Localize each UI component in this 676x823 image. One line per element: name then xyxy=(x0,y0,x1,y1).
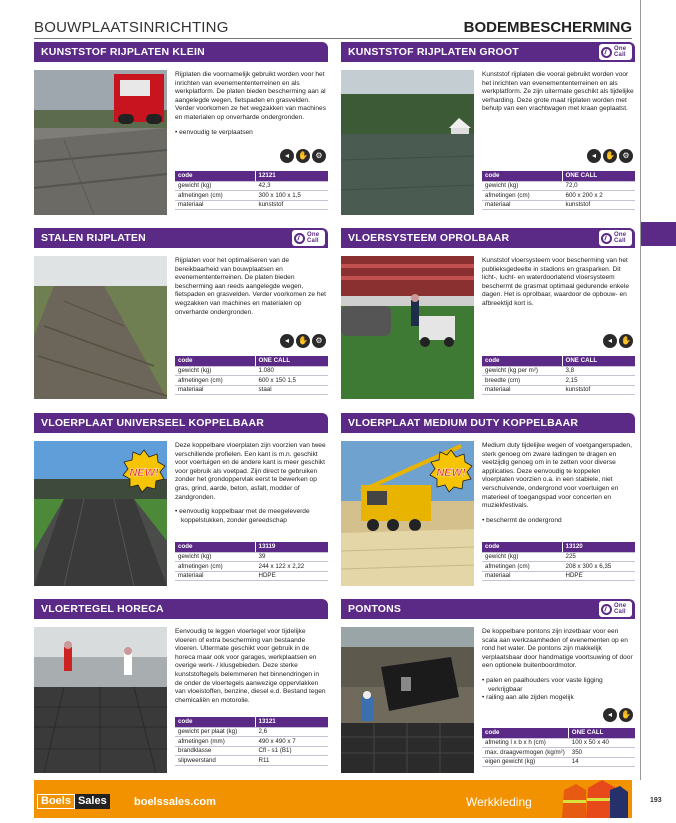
table-cell: 225 xyxy=(562,552,635,562)
table-row xyxy=(482,200,635,210)
table-cell: Cfl - s1 (B1) xyxy=(255,746,328,756)
table-cell: 12121 xyxy=(255,171,328,181)
gear-icon: ⚙ xyxy=(312,149,326,163)
bullet-text: palen en paalhouders voor vaste ligging verkrijgbaar xyxy=(486,676,603,693)
category-label: Werkkleding xyxy=(466,795,532,809)
website-link[interactable]: boelssales.com xyxy=(134,796,216,808)
spec-table xyxy=(175,171,328,210)
description-text: Kunststof rijplaten die vooral gebruikt worden voor het inrichten van evenemententerreinen en als werkplatform. Ze zijn uitermate geschikt als tijdelijke verharding. Deze grote maat rijplaten worden met behulp van een vrachtwagen met kraan geplaatst. xyxy=(482,71,634,113)
usage-icons xyxy=(587,149,633,163)
header-right: BODEMBESCHERMING xyxy=(463,19,632,36)
table-cell: gewicht (kg per m²) xyxy=(482,366,562,376)
table-row xyxy=(175,376,328,386)
table-cell: code xyxy=(482,542,562,552)
product-card-stalen-rijplaten xyxy=(34,228,328,403)
one-call-line1: One xyxy=(614,232,627,238)
table-row xyxy=(482,385,635,395)
card-description xyxy=(175,257,327,317)
transport-icon: ◂ xyxy=(280,149,294,163)
table-cell: 13120 xyxy=(562,542,635,552)
table-cell: afmetingen (cm) xyxy=(482,562,562,572)
product-photo xyxy=(34,70,167,215)
table-cell: afmetingen (cm) xyxy=(175,376,255,386)
page-edge-divider xyxy=(640,0,641,780)
new-badge xyxy=(122,449,166,493)
page-number: 193 xyxy=(650,797,662,804)
card-title xyxy=(34,228,328,248)
table-cell: ONE CALL xyxy=(562,171,635,181)
product-photo xyxy=(341,627,474,773)
product-photo xyxy=(34,627,167,773)
spec-table xyxy=(175,717,328,766)
new-badge-label: NEW! xyxy=(436,467,466,479)
card-description xyxy=(482,628,634,703)
card-title xyxy=(341,42,635,62)
bullet-item: • eenvoudig koppelbaar met de meegeleverde koppelstukken, zonder gereedschap xyxy=(175,508,310,524)
card-title xyxy=(341,228,635,248)
table-cell: code xyxy=(482,171,562,181)
table-cell: gewicht (kg) xyxy=(482,552,562,562)
phone-icon xyxy=(601,47,612,58)
table-header-row xyxy=(482,542,635,552)
one-call-label xyxy=(307,232,319,244)
usage-icons xyxy=(603,708,633,722)
table-row xyxy=(482,181,635,191)
table-cell: 13119 xyxy=(255,542,328,552)
spec-table xyxy=(482,356,635,395)
card-title: VLOERTEGEL HORECA xyxy=(34,599,328,619)
table-cell: R11 xyxy=(255,756,328,766)
bullet-item: • railing aan alle zijden mogelijk xyxy=(482,694,574,702)
one-call-label xyxy=(614,603,626,615)
table-row xyxy=(482,571,635,581)
table-cell: materiaal xyxy=(175,571,255,581)
transport-icon: ◂ xyxy=(280,334,294,348)
card-title-text: KUNSTSTOF RIJPLATEN GROOT xyxy=(348,46,519,58)
bullet-text: beschermt de ondergrond xyxy=(486,516,562,524)
one-call-line2: Call xyxy=(614,52,626,58)
one-call-line2: Call xyxy=(614,609,626,615)
bullet-text: railing aan alle zijden mogelijk xyxy=(486,694,574,702)
table-row xyxy=(482,748,635,758)
one-call-label xyxy=(614,46,626,58)
table-header-row xyxy=(175,356,328,366)
table-cell: 13121 xyxy=(255,717,328,727)
description-text: Rijplaten die voornamelijk gebruikt worden voor het inrichten van evenemententerreinen en als werkplatform. De platen bieden bescherming aan al aangelegde wegen, fietspaden en grasvelden. Verder voorkomen ze het wegzakken van machines en materialen op onverharde ondergronden. xyxy=(175,71,327,121)
table-header-row xyxy=(175,171,328,181)
bullet-list xyxy=(175,508,327,525)
header-divider xyxy=(34,38,632,39)
table-cell: gewicht (kg) xyxy=(175,552,255,562)
section-tab xyxy=(641,222,676,246)
table-cell: HDPE xyxy=(255,571,328,581)
table-row xyxy=(482,366,635,376)
card-description xyxy=(175,628,327,705)
table-row xyxy=(175,562,328,572)
card-title-text: PONTONS xyxy=(348,603,402,615)
description-text: Eenvoudig te leggen vloertegel voor tijdelijke vloeren of extra bescherming van bestaande vloeren. Ultermate geschikt voor gebruik in de horeca maar ook voor garages, werkplaatsen en overige werk- / klusgebieden. Deze sterke kunststoftegels belemmeren het binnendringen in de onder de vloertegels aanwezige oppervlakken van vloeistoffen, benzine, diesel e.d. Bestand tegen chemicaliën en motorolie. xyxy=(175,628,326,704)
table-row xyxy=(175,191,328,201)
table-cell: 42,3 xyxy=(255,181,328,191)
hand-icon: ✋ xyxy=(603,149,617,163)
table-row xyxy=(482,738,635,748)
boels-sales-logo[interactable] xyxy=(37,794,110,809)
logo-sales: Sales xyxy=(75,794,110,809)
table-row xyxy=(482,562,635,572)
table-row xyxy=(175,181,328,191)
table-cell: afmeting l x b x h (cm) xyxy=(482,738,568,748)
spec-table xyxy=(482,171,635,210)
product-card-kunststof-rijplaten-klein xyxy=(34,42,328,218)
hand-icon: ✋ xyxy=(619,708,633,722)
bullet-list xyxy=(175,129,327,138)
usage-icons xyxy=(603,334,633,348)
workwear-jacket-illustration xyxy=(554,780,629,818)
transport-icon: ◂ xyxy=(603,334,617,348)
new-badge xyxy=(429,449,473,493)
card-title: VLOERPLAAT UNIVERSEEL KOPPELBAAR xyxy=(34,413,328,433)
one-call-badge xyxy=(599,601,632,617)
transport-icon: ◂ xyxy=(603,708,617,722)
one-call-badge xyxy=(292,230,325,246)
footer-banner xyxy=(34,780,632,818)
phone-icon xyxy=(601,233,612,244)
product-card-vloerplaat-medium-duty-koppelbaar xyxy=(341,413,635,589)
card-description xyxy=(175,71,327,137)
bullet-list xyxy=(482,677,634,703)
one-call-line1: One xyxy=(614,603,627,609)
hand-icon: ✋ xyxy=(296,334,310,348)
table-cell: ONE CALL xyxy=(568,728,635,738)
table-row xyxy=(482,757,635,767)
card-title-text: VLOERSYSTEEM OPROLBAAR xyxy=(348,232,510,244)
table-cell: 300 x 100 x 1,5 xyxy=(255,191,328,201)
description-text: Kunststof vloersysteem voor bescherming van het publieksgedeelte in stadions en grasparken. Dit licht-, lucht- en waterdoorlatend vloersysteem beschermt de grasmat optimaal gedurende enkele dagen. Het is oprolbaar, waardoor de opbouw- en afbreektijd kort is. xyxy=(482,257,629,307)
hand-icon: ✋ xyxy=(296,149,310,163)
phone-icon xyxy=(601,604,612,615)
one-call-label xyxy=(614,232,626,244)
table-header-row xyxy=(482,728,635,738)
gear-icon: ⚙ xyxy=(619,149,633,163)
table-cell: HDPE xyxy=(562,571,635,581)
table-cell: 600 x 200 x 2 xyxy=(562,191,635,201)
card-description xyxy=(482,71,634,114)
table-cell: 490 x 490 x 7 xyxy=(255,737,328,747)
table-cell: kunststof xyxy=(255,200,328,210)
table-cell: gewicht (kg) xyxy=(175,366,255,376)
one-call-badge xyxy=(599,230,632,246)
table-row xyxy=(482,376,635,386)
card-title-text: STALEN RIJPLATEN xyxy=(41,232,146,244)
description-text: Rijplaten voor het optimaliseren van de bereikbaarheid van bouwplaatsen en evenemententerreinen. De platen bieden bescherming aan reeds aangelegde wegen, fietspaden en grasvelden. Verder voorkomen ze het wegzakken van machines en materialen op onverharde ondergronden. xyxy=(175,257,327,316)
table-cell: 1.080 xyxy=(255,366,328,376)
table-cell: breedte (cm) xyxy=(482,376,562,386)
table-cell: code xyxy=(175,542,255,552)
usage-icons xyxy=(280,334,326,348)
table-row xyxy=(175,552,328,562)
table-cell: ONE CALL xyxy=(562,356,635,366)
table-cell: materiaal xyxy=(482,385,562,395)
table-cell: materiaal xyxy=(175,385,255,395)
table-cell: gewicht per plaat (kg) xyxy=(175,727,255,737)
spec-table xyxy=(175,542,328,581)
table-row xyxy=(175,385,328,395)
table-cell: 3,8 xyxy=(562,366,635,376)
one-call-line1: One xyxy=(307,232,320,238)
table-cell: code xyxy=(482,728,568,738)
table-cell: gewicht (kg) xyxy=(482,181,562,191)
table-cell: materiaal xyxy=(175,200,255,210)
card-title: VLOERPLAAT MEDIUM DUTY KOPPELBAAR xyxy=(341,413,635,433)
product-photo xyxy=(34,256,167,399)
bullet-list xyxy=(482,517,634,526)
table-cell: afmetingen (cm) xyxy=(482,191,562,201)
description-text: Deze koppelbare vloerplaten zijn voorzien van twee verschillende profielen. Een kant is m.n. geschikt voor voertuigen en de andere kant is meer geschikt voor gebruik als voetpad. Zijn direct te gebruiken zonder het grondoppervlak eerst te bewerken op gras, grind, aarde, beton, asfalt, modder of zandgronden. xyxy=(175,442,326,501)
table-cell: 600 x 150 1,5 xyxy=(255,376,328,386)
table-row xyxy=(175,756,328,766)
table-cell: staal xyxy=(255,385,328,395)
table-cell: 72,0 xyxy=(562,181,635,191)
bullet-item: • eenvoudig te verplaatsen xyxy=(175,128,253,136)
hand-icon: ✋ xyxy=(619,334,633,348)
table-row xyxy=(482,191,635,201)
card-description xyxy=(175,442,327,525)
one-call-badge xyxy=(599,44,632,60)
one-call-line2: Call xyxy=(307,238,319,244)
usage-icons xyxy=(280,149,326,163)
table-cell: 350 xyxy=(568,748,635,758)
bullet-text: eenvoudig koppelbaar met de meegeleverde koppelstukken, zonder gereedschap xyxy=(179,508,310,524)
table-row xyxy=(175,727,328,737)
spec-table xyxy=(482,542,635,581)
phone-icon xyxy=(294,233,305,244)
table-cell: 244 x 122 x 2,22 xyxy=(255,562,328,572)
one-call-line2: Call xyxy=(614,238,626,244)
table-row xyxy=(175,737,328,747)
transport-icon: ◂ xyxy=(587,149,601,163)
table-row xyxy=(175,746,328,756)
spec-table xyxy=(482,728,635,767)
table-cell: materiaal xyxy=(482,200,562,210)
product-card-vloerplaat-universeel-koppelbaar xyxy=(34,413,328,589)
new-badge-label: NEW! xyxy=(129,467,159,479)
spec-table xyxy=(175,356,328,395)
table-cell: ONE CALL xyxy=(255,356,328,366)
table-cell: code xyxy=(175,717,255,727)
product-photo xyxy=(341,256,474,399)
table-cell: kunststof xyxy=(562,200,635,210)
table-row xyxy=(482,552,635,562)
table-cell: slipweerstand xyxy=(175,756,255,766)
table-cell: afmetingen (mm) xyxy=(175,737,255,747)
table-cell: code xyxy=(482,356,562,366)
table-row xyxy=(175,571,328,581)
table-cell: max. draagvermogen (kg/m²) xyxy=(482,748,568,758)
table-cell: kunststof xyxy=(562,385,635,395)
card-description xyxy=(482,442,634,525)
product-card-vloertegel-horeca xyxy=(34,599,328,775)
table-cell: afmetingen (cm) xyxy=(175,191,255,201)
table-cell: afmetingen (cm) xyxy=(175,562,255,572)
table-cell: materiaal xyxy=(482,571,562,581)
bullet-item: • beschermt de ondergrond xyxy=(482,516,562,524)
card-title: KUNSTSTOF RIJPLATEN KLEIN xyxy=(34,42,328,62)
table-header-row xyxy=(482,171,635,181)
table-cell: brandklasse xyxy=(175,746,255,756)
table-cell: code xyxy=(175,356,255,366)
gear-icon: ⚙ xyxy=(312,334,326,348)
table-header-row xyxy=(175,717,328,727)
table-cell: gewicht (kg) xyxy=(175,181,255,191)
table-cell: 208 x 300 x 6,35 xyxy=(562,562,635,572)
card-title xyxy=(341,599,635,619)
product-card-kunststof-rijplaten-groot xyxy=(341,42,635,218)
table-cell: 2,15 xyxy=(562,376,635,386)
table-cell: 2,6 xyxy=(255,727,328,737)
table-cell: eigen gewicht (kg) xyxy=(482,757,568,767)
product-photo xyxy=(341,70,474,215)
description-text: De koppelbare pontons zijn inzetbaar voor een scala aan werkzaamheden of evenementen op en rond het water. De pontons zijn makkelijk verplaatsbaar door handmatige voortsuwing of door een optionele buitenboordmotor. xyxy=(482,628,633,670)
product-card-pontons xyxy=(341,599,635,775)
table-cell: 39 xyxy=(255,552,328,562)
table-row xyxy=(175,200,328,210)
bullet-text: eenvoudig te verplaatsen xyxy=(179,128,253,136)
logo-boels: Boels xyxy=(37,794,75,809)
product-card-vloersysteem-oprolbaar xyxy=(341,228,635,403)
table-cell: 14 xyxy=(568,757,635,767)
table-header-row xyxy=(482,356,635,366)
table-cell: code xyxy=(175,171,255,181)
bullet-item: • palen en paalhouders voor vaste ligging verkrijgbaar xyxy=(482,676,603,693)
header-left: BOUWPLAATSINRICHTING xyxy=(34,19,229,36)
description-text: Medium duty tijdelijke wegen of voetgangerspaden, sterk genoeg om zware ladingen te dragen en veelzijdig genoeg om in te zetten voor diverse applicaties. Deze eenvoudig te koppelen vloerplaten voorzien o.a. in een stabiele, niet verschuivende, ondergrond voor voertuigen en materieel of toegangspad voor concerten en muziekfestivals. xyxy=(482,442,632,510)
table-cell: 100 x 50 x 40 xyxy=(568,738,635,748)
table-row xyxy=(175,366,328,376)
one-call-line1: One xyxy=(614,46,627,52)
table-header-row xyxy=(175,542,328,552)
card-description xyxy=(482,257,634,309)
